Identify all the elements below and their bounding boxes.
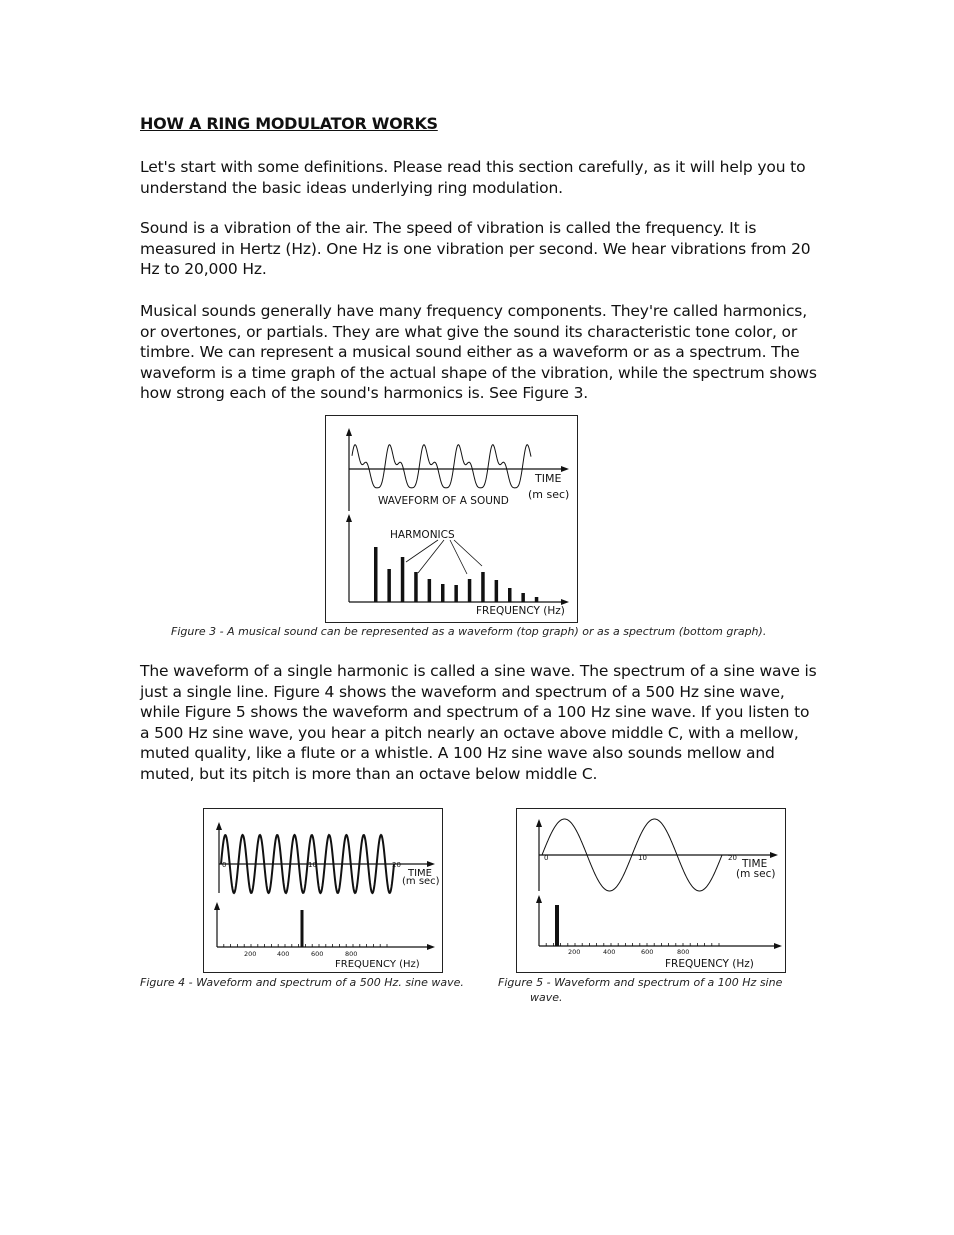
harmonic-bar xyxy=(428,579,432,602)
freq-tick-400: 400 xyxy=(603,948,616,956)
frequency-label: FREQUENCY (Hz) xyxy=(476,605,565,617)
time-unit-label: (m sec) xyxy=(736,868,776,880)
frequency-label: FREQUENCY (Hz) xyxy=(665,958,754,970)
figure-4-graph xyxy=(204,809,442,972)
time-label: TIME xyxy=(535,472,562,485)
freq-tick-800: 800 xyxy=(677,948,690,956)
freq-tick-600: 600 xyxy=(311,950,324,958)
harmonic-bar xyxy=(468,579,472,602)
figure-5-graph xyxy=(517,809,785,972)
figure-5-caption-line-1: Figure 5 - Waveform and spectrum of a 100 Hz sine xyxy=(498,976,783,989)
time-unit-label: (m sec) xyxy=(402,876,440,887)
spectrum-bars xyxy=(374,547,538,602)
paragraph-sound: Sound is a vibration of the air. The speed of vibration is called the frequency. It is measured in Hertz (Hz). One Hz is one vibration per second. We hear vibrations from 20 Hz to 20,000 Hz. xyxy=(140,219,811,279)
waveform-line xyxy=(352,445,531,488)
time-tick-10: 10 xyxy=(638,854,647,862)
harmonic-bar xyxy=(401,557,405,602)
time-unit-label: (m sec) xyxy=(528,488,570,501)
harmonics-arrows xyxy=(406,540,482,574)
harmonic-bar xyxy=(374,547,378,602)
harmonic-bar xyxy=(481,572,485,602)
freq-tick-400: 400 xyxy=(277,950,290,958)
figure-5 xyxy=(516,808,786,973)
figure-3-graph xyxy=(326,416,577,622)
time-tick-20: 20 xyxy=(728,854,737,862)
harmonic-bar xyxy=(495,580,499,602)
time-label: TIME xyxy=(742,858,768,870)
waveform-label: WAVEFORM OF A SOUND xyxy=(378,495,509,507)
harmonic-bar xyxy=(441,584,445,602)
paragraph-musical-sounds: Musical sounds generally have many frequency components. They're called harmonics, or overtones, or partials. They are what give the sound its characteristic tone color, or timbre. We can represent a musical sound either as a waveform or as a spectrum. The waveform is a time graph of the actual shape of the vibration, while the spectrum shows how strong each of the sound's harmonics is. See Figure 3. xyxy=(140,302,817,403)
figure-4-caption: Figure 4 - Waveform and spectrum of a 500 Hz. sine wave. xyxy=(140,976,464,989)
section-heading: HOW A RING MODULATOR WORKS xyxy=(140,114,438,133)
spectrum-bar xyxy=(301,910,304,947)
freq-tick-600: 600 xyxy=(641,948,654,956)
harmonic-bar xyxy=(508,588,512,602)
paragraph-sine-wave: The waveform of a single harmonic is called a sine wave. The spectrum of a sine wave is just a single line. Figure 4 shows the waveform and spectrum of a 500 Hz sine wave, while Figure 5 shows the waveform and spectrum of a 100 Hz sine wave. If you listen to a 500 Hz sine wave, you hear a pitch nearly an octave above middle C, with a mellow, muted quality, like a flute or a whistle. A 100 Hz sine wave also sounds mellow and muted, but its pitch is more than an octave below middle C. xyxy=(140,662,817,783)
harmonic-bar xyxy=(454,585,458,602)
figure-4 xyxy=(203,808,443,973)
time-tick-0: 0 xyxy=(544,854,549,862)
freq-tick-800: 800 xyxy=(345,950,358,958)
time-tick-0: 0 xyxy=(222,861,227,869)
frequency-label: FREQUENCY (Hz) xyxy=(335,959,420,970)
paragraph-definitions: Let's start with some definitions. Please read this section carefully, as it will help you to understand the basic ideas underlying ring modulation. xyxy=(140,158,806,197)
figure-5-caption-line-2: wave. xyxy=(530,991,563,1004)
freq-tick-200: 200 xyxy=(244,950,257,958)
harmonic-bar xyxy=(535,597,539,602)
figure-3 xyxy=(325,415,578,623)
figure-3-caption: Figure 3 - A musical sound can be represented as a waveform (top graph) or as a spectrum (bottom graph). xyxy=(171,625,767,638)
freq-tick-200: 200 xyxy=(568,948,581,956)
time-label: TIME xyxy=(408,868,433,879)
harmonic-bar xyxy=(521,593,525,602)
harmonics-label: HARMONICS xyxy=(390,529,455,541)
spectrum-bar xyxy=(555,905,559,946)
time-tick-10: 10 xyxy=(308,861,317,869)
harmonic-bar xyxy=(387,569,391,602)
time-tick-20: 20 xyxy=(392,861,401,869)
harmonic-bar xyxy=(414,572,418,602)
